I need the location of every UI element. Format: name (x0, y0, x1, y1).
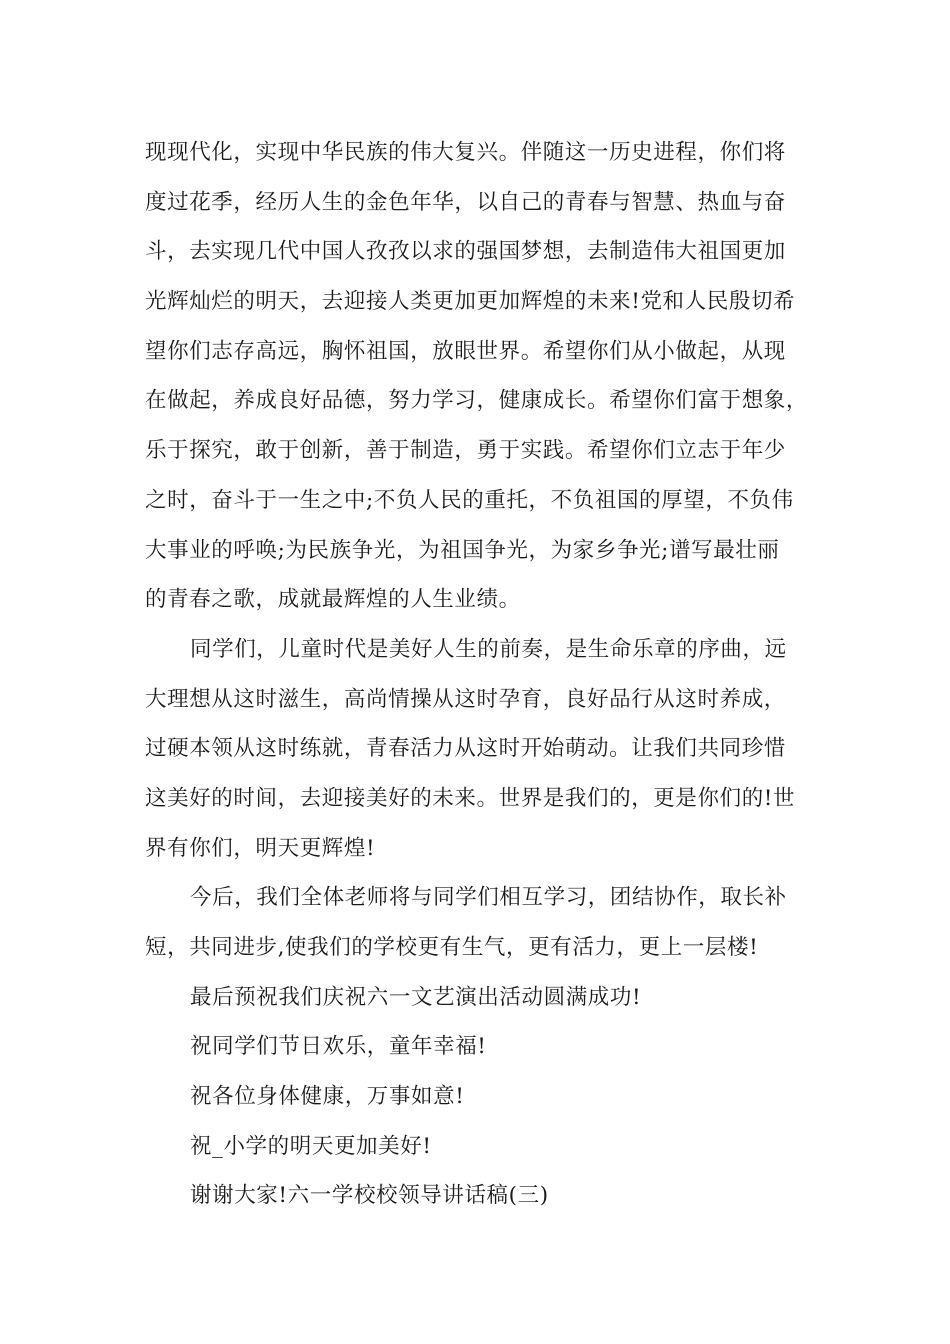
text-line: 光辉灿烂的明天，去迎接人类更加更加辉煌的未来!党和人民殷切希 (145, 289, 796, 315)
text-line: 的青春之歌，成就最辉煌的人生业绩。 (145, 587, 521, 613)
document-body (145, 128, 825, 1221)
text-line: 短，共同进步,使我们的学校更有生气，更有活力，更上一层楼! (145, 935, 759, 960)
text-line: 今后，我们全体老师将与同学们相互学习，团结协作，取长补 (190, 885, 787, 911)
text-line: 望你们志存高远，胸怀祖国，放眼世界。希望你们从小做起，从现 (145, 338, 786, 364)
text-line: 谢谢大家!六一学校校领导讲话稿(三) (190, 1183, 549, 1209)
text-line: 大事业的呼唤;为民族争光，为祖国争光，为家乡争光;谱写最壮丽 (145, 537, 780, 563)
text-line: 之时，奋斗于一生之中;不负人民的重托，不负祖国的厚望，不负伟 (145, 487, 794, 513)
text-line: 度过花季，经历人生的金色年华，以自己的青春与智慧、热血与奋 (145, 189, 786, 215)
text-line: 最后预祝我们庆祝六一文艺演出活动圆满成功! (190, 984, 642, 1010)
text-line: 这美好的时间，去迎接美好的未来。世界是我们的，更是你们的!世 (145, 785, 796, 811)
text-line: 同学们，儿童时代是美好人生的前奏，是生命乐章的序曲，远 (190, 636, 787, 662)
text-line: 界有你们，明天更辉煌! (145, 835, 376, 861)
text-line: 过硬本领从这时练就，青春活力从这时开始萌动。让我们共同珍惜 (145, 736, 786, 762)
text-line: 乐于探究，敢于创新，善于制造，勇于实践。希望你们立志于年少 (145, 438, 786, 464)
text-line: 祝同学们节日欢乐，童年幸福! (190, 1034, 487, 1060)
text-line: 祝各位身体健康，万事如意! (190, 1084, 465, 1110)
text-line: 祝_小学的明天更加美好! (190, 1133, 432, 1159)
text-line: 在做起，养成良好品德，努力学习，健康成长。希望你们富于想象， (145, 388, 809, 414)
text-line: 大理想从这时滋生，高尚情操从这时孕育，良好品行从这时养成， (145, 686, 786, 712)
text-line: 斗，去实现几代中国人孜孜以求的强国梦想，去制造伟大祖国更加 (145, 239, 786, 265)
text-line: 现现代化，实现中华民族的伟大复兴。伴随这一历史进程，你们将 (145, 140, 786, 165)
